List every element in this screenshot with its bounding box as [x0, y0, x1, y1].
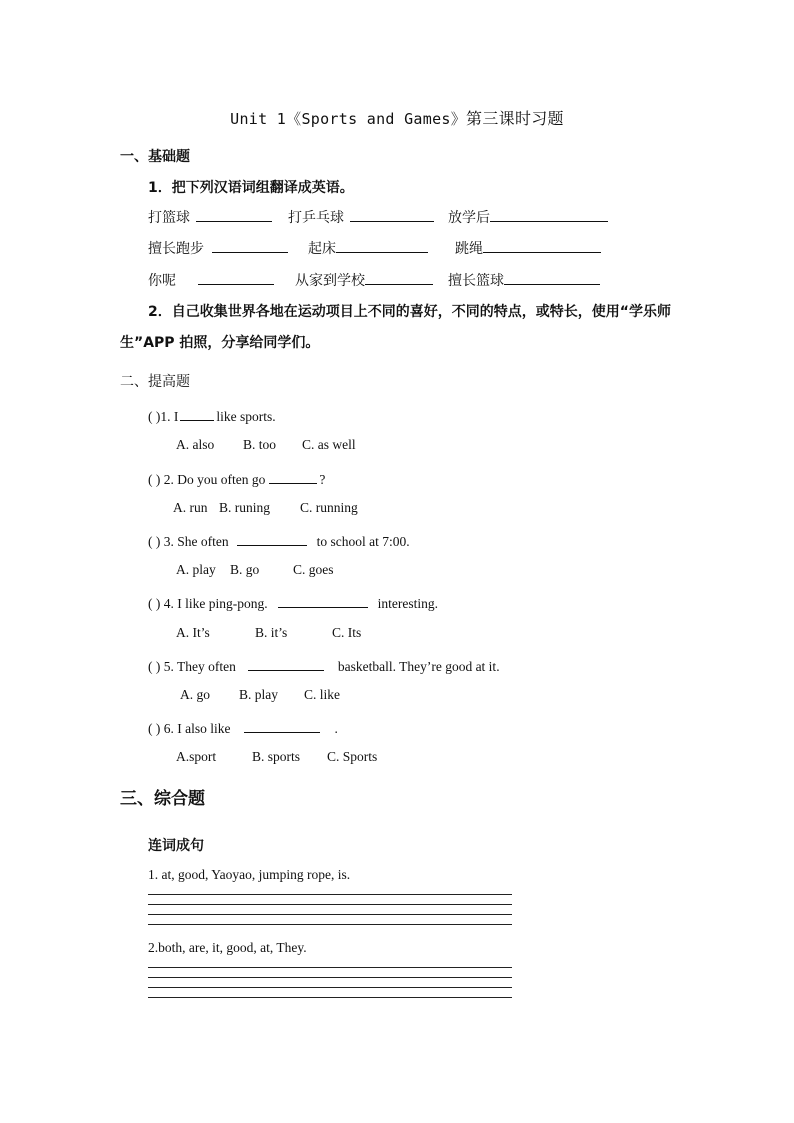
question-2-line-1: 2．自己收集世界各地在运动项目上不同的喜好，不同的特点，或特长，使用“学乐师	[148, 304, 671, 320]
writing-line[interactable]	[148, 977, 512, 978]
mcq-option[interactable]: A. play	[176, 562, 216, 577]
question-2-line-2: 生”APP 拍照，分享给同学们。	[120, 335, 320, 351]
question-1: 1．把下列汉语词组翻译成英语。	[148, 180, 354, 196]
writing-line[interactable]	[148, 924, 512, 925]
mcq-option[interactable]: B. sports	[252, 749, 301, 764]
vocab-item: 擅长篮球	[448, 270, 600, 290]
mcq-option[interactable]: B. go	[230, 562, 260, 577]
section-1-heading: 一、基础题	[120, 149, 190, 165]
vocab-item: 你呢	[148, 270, 274, 290]
answer-blank[interactable]	[336, 238, 428, 253]
title-unit: Unit 1	[230, 110, 287, 128]
answer-blank[interactable]	[196, 207, 272, 222]
answer-blank[interactable]	[490, 207, 608, 222]
writing-line[interactable]	[148, 904, 512, 905]
answer-blank[interactable]	[198, 270, 274, 285]
mcq-option[interactable]: A. also	[176, 437, 215, 452]
answer-blank[interactable]	[269, 469, 317, 484]
title-lesson: 第三课时习题	[466, 109, 564, 128]
answer-blank[interactable]	[504, 270, 600, 285]
mcq-question: ( ) 4. I like ping-pong. interesting.	[148, 593, 438, 612]
vocab-item: 打篮球	[148, 207, 272, 227]
mcq-question: ( )1. I like sports.	[148, 406, 276, 425]
mcq-question: ( ) 2. Do you often go ?	[148, 469, 325, 488]
answer-blank[interactable]	[483, 238, 601, 253]
section-3-heading: 三、综合题	[120, 789, 205, 809]
mcq-option[interactable]: C. Its	[332, 625, 362, 640]
answer-blank[interactable]	[237, 531, 307, 546]
mcq-question: ( ) 6. I also like .	[148, 718, 338, 737]
mcq-option[interactable]: C. Sports	[327, 749, 378, 764]
title-book: 《Sports and Games》	[286, 110, 467, 128]
mcq-option[interactable]: A.sport	[176, 749, 217, 764]
vocab-item: 放学后	[448, 207, 608, 227]
answer-blank[interactable]	[180, 406, 214, 421]
mcq-option[interactable]: C. as well	[302, 437, 356, 452]
vocab-item: 跳绳	[455, 238, 601, 258]
vocab-item: 擅长跑步	[148, 238, 288, 258]
writing-line[interactable]	[148, 987, 512, 988]
answer-blank[interactable]	[212, 238, 288, 253]
section-2-heading: 二、提高题	[120, 374, 190, 390]
vocab-item: 从家到学校	[295, 270, 433, 290]
writing-line[interactable]	[148, 894, 512, 895]
mcq-question: ( ) 5. They often basketball. They’re good at it.	[148, 656, 500, 675]
sentence-item: 2.both, are, it, good, at, They.	[148, 940, 307, 955]
vocab-item: 打乒乓球	[288, 207, 434, 227]
answer-blank[interactable]	[365, 270, 433, 285]
writing-line[interactable]	[148, 914, 512, 915]
answer-blank[interactable]	[278, 593, 368, 608]
mcq-option[interactable]: A. go	[180, 687, 210, 702]
mcq-question: ( ) 3. She often to school at 7:00.	[148, 531, 410, 550]
answer-blank[interactable]	[350, 207, 434, 222]
writing-line[interactable]	[148, 967, 512, 968]
vocab-item: 起床	[308, 238, 428, 258]
mcq-option[interactable]: B. it’s	[255, 625, 288, 640]
mcq-option[interactable]: A. It’s	[176, 625, 210, 640]
section-3-subheading: 连词成句	[148, 838, 204, 854]
sentence-item: 1. at, good, Yaoyao, jumping rope, is.	[148, 867, 351, 882]
writing-line[interactable]	[148, 997, 512, 998]
mcq-option[interactable]: C. goes	[293, 562, 334, 577]
answer-blank[interactable]	[248, 656, 324, 671]
mcq-option[interactable]: B. runing	[219, 500, 271, 515]
mcq-option[interactable]: C. running	[300, 500, 358, 515]
mcq-option[interactable]: A. run	[173, 500, 208, 515]
mcq-option[interactable]: B. too	[243, 437, 277, 452]
mcq-option[interactable]: C. like	[304, 687, 340, 702]
mcq-option[interactable]: B. play	[239, 687, 278, 702]
answer-blank[interactable]	[244, 718, 320, 733]
page-title	[0, 106, 794, 129]
